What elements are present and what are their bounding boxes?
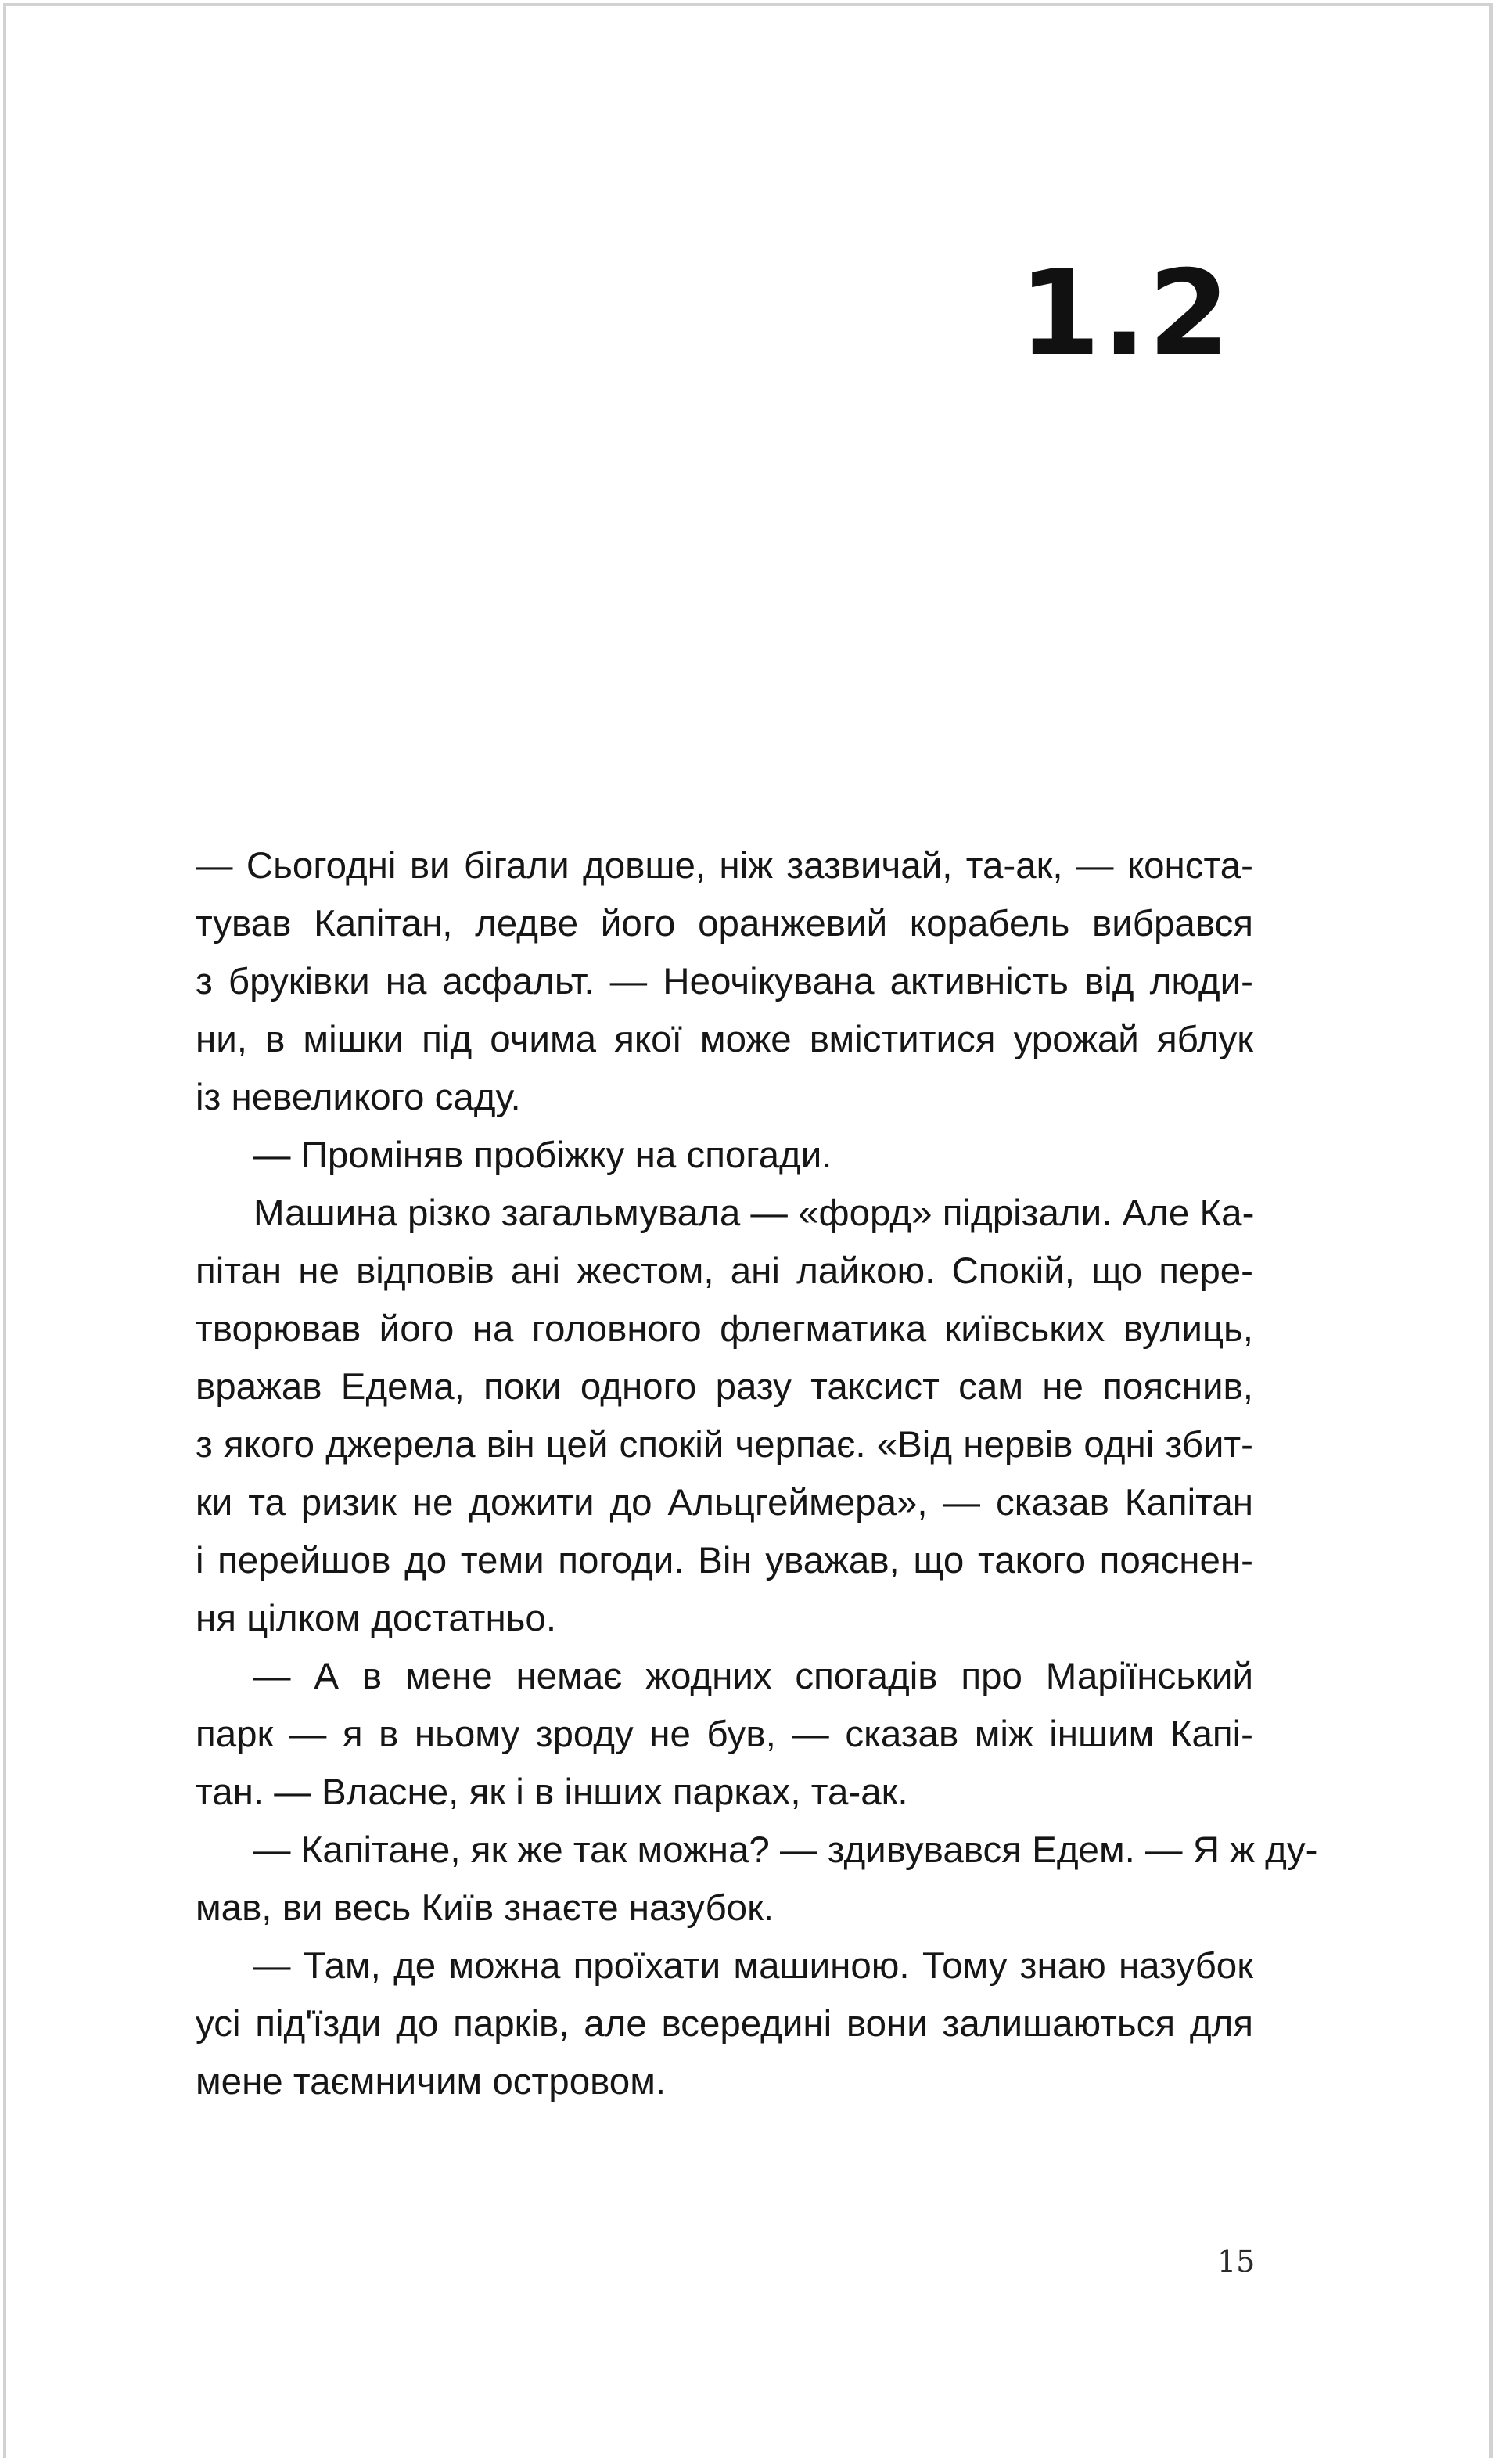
text-line: з якого джерела він цей спокій черпає. «Від нервів одні збит- [196,1424,1253,1466]
text-line: Машина різко загальмувала — «форд» підрізали. Але Ка- [253,1192,1255,1234]
text-line: вражав Едема, поки одного разу таксист сам не пояснив, [196,1366,1253,1408]
text-line: — Капітане, як же так можна? — здивувався Едем. — Я ж ду- [253,1829,1318,1871]
book-page [3,3,1493,2458]
text-line: — А в мене немає жодних спогадів про Маріїнський [253,1656,1253,1697]
body-text [196,837,1318,2111]
text-line: тував Капітан, ледве його оранжевий корабель вибрався [196,903,1253,944]
text-line: мав, ви весь Київ знаєте назубок. [196,1887,774,1929]
text-line: пітан не відповів ані жестом, ані лайкою. Спокій, що пере- [196,1250,1253,1292]
text-line: ни, в мішки під очима якої може вміститися урожай яблук [196,1019,1253,1060]
text-line: парк — я в ньому зроду не був, — сказав між іншим Капі- [196,1714,1253,1755]
text-line: з бруківки на асфальт. — Неочікувана активність від люди- [196,961,1253,1002]
text-line: творював його на головного флегматика київських вулиць, [196,1308,1253,1350]
text-line: ня цілком достатньо. [196,1598,557,1639]
text-line: мене таємничим островом. [196,2061,667,2102]
text-line: тан. — Власне, як і в інших парках, та-ак. [196,1772,908,1813]
text-line: із невеликого саду. [196,1077,521,1118]
chapter-number: 1.2 [1019,246,1231,382]
text-line: і перейшов до теми погоди. Він уважав, що такого пояснен- [196,1540,1253,1581]
text-line: — Там, де можна проїхати машиною. Тому знаю назубок [253,1945,1253,1987]
text-line: — Проміняв пробіжку на спогади. [253,1135,832,1176]
text-line: ки та ризик не дожити до Альцгеймера», — сказав Капітан [196,1482,1253,1523]
text-line: — Сьогодні ви бігали довше, ніж зазвичай, та-ак, — конста- [196,845,1253,887]
text-line: усі під'їзди до парків, але всередині вони залишаються для [196,2003,1253,2045]
page-number: 15 [1217,2244,1256,2279]
